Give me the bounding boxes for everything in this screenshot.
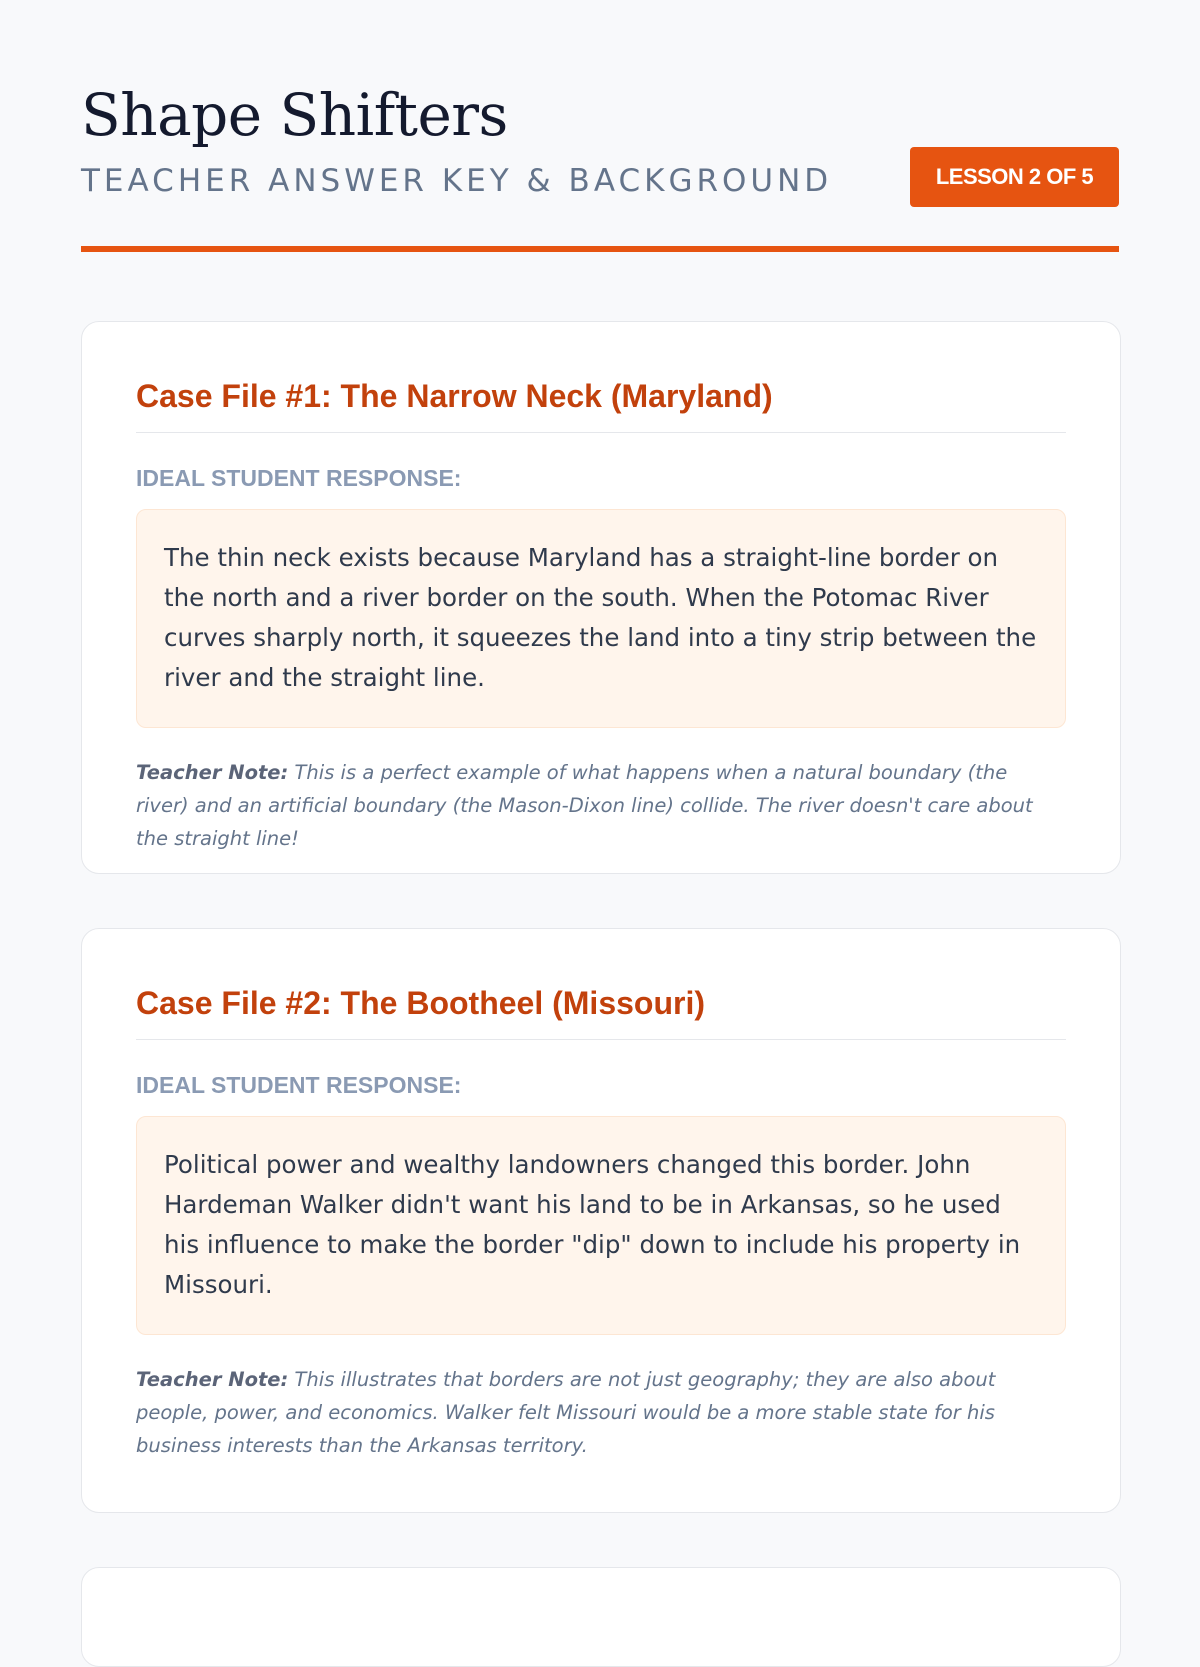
page-title: Shape Shifters: [81, 81, 508, 149]
lesson-badge: LESSON 2 OF 5: [910, 147, 1119, 207]
teacher-note-label: Teacher Note:: [136, 1368, 289, 1391]
teacher-note-text: This illustrates that borders are not just geography; they are also about people, power, and economics. Walker felt Missouri would be a more stable state for his business interests than the Arkansas territory.: [136, 1368, 996, 1457]
case-file-card: [81, 321, 1121, 874]
case-file-title: Case File #1: The Narrow Neck (Maryland): [136, 380, 1066, 433]
page-header: [81, 0, 1119, 254]
teacher-note-label: Teacher Note:: [136, 761, 289, 784]
response-label: IDEAL STUDENT RESPONSE:: [136, 465, 462, 491]
page-subtitle: TEACHER ANSWER KEY & BACKGROUND: [81, 163, 833, 199]
ideal-response-box: The thin neck exists because Maryland has a straight-line border on the north and a river border on the south. When the Potomac River curves sharply north, it squeezes the land into a tiny strip between the river and the straight line.: [136, 509, 1066, 728]
case-file-card-partial: [81, 1567, 1121, 1667]
case-file-title: Case File #2: The Bootheel (Missouri): [136, 987, 1066, 1040]
header-divider: [81, 246, 1119, 252]
teacher-note: [136, 1363, 1066, 1462]
teacher-note: [136, 756, 1066, 855]
teacher-note-text: This is a perfect example of what happens when a natural boundary (the river) and an artificial boundary (the Mason-Dixon line) collide. The river doesn't care about the straight line!: [136, 761, 1033, 850]
ideal-response-box: Political power and wealthy landowners changed this border. John Hardeman Walker didn't want his land to be in Arkansas, so he used his influence to make the border "dip" down to include his property in Missouri.: [136, 1116, 1066, 1335]
response-label: IDEAL STUDENT RESPONSE:: [136, 1072, 462, 1098]
case-file-card: [81, 928, 1121, 1513]
